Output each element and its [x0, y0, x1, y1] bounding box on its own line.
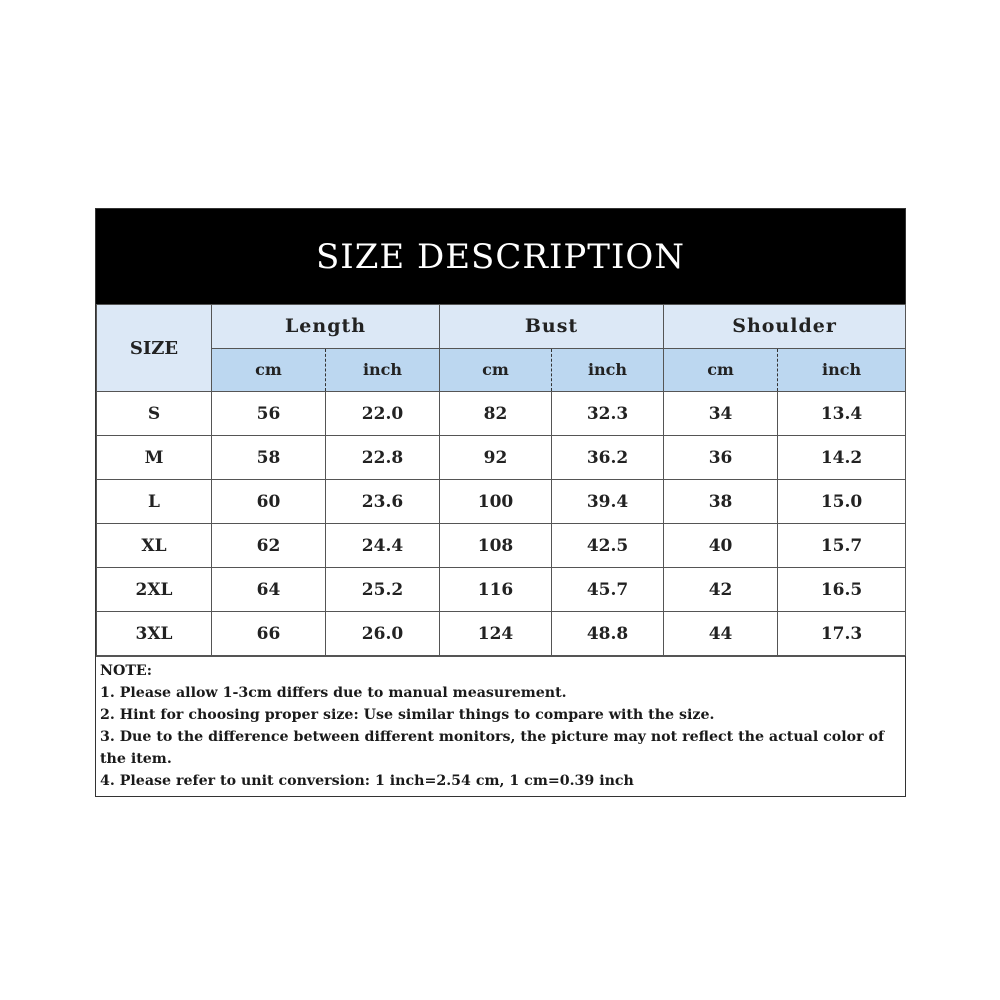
table-cell: 56 [212, 392, 326, 436]
size-label: S [97, 392, 212, 436]
table-cell: 13.4 [778, 392, 906, 436]
table-cell: 66 [212, 612, 326, 656]
table-cell: 39.4 [552, 480, 664, 524]
table-cell: 24.4 [326, 524, 440, 568]
table-cell: 15.0 [778, 480, 906, 524]
shoulder-header: Shoulder [664, 305, 906, 349]
table-cell: 16.5 [778, 568, 906, 612]
size-label: 3XL [97, 612, 212, 656]
note-item: 2. Hint for choosing proper size: Use similar things to compare with the size. [100, 707, 715, 723]
table-cell: 26.0 [326, 612, 440, 656]
table-row [97, 436, 906, 480]
table-cell: 82 [440, 392, 552, 436]
table-cell: 44 [664, 612, 778, 656]
table-row [97, 568, 906, 612]
unit-header: inch [326, 348, 440, 392]
table-cell: 34 [664, 392, 778, 436]
table-cell: 100 [440, 480, 552, 524]
table-cell: 42.5 [552, 524, 664, 568]
size-table [96, 304, 906, 656]
size-label: M [97, 436, 212, 480]
table-row [97, 392, 906, 436]
size-label: L [97, 480, 212, 524]
size-label: XL [97, 524, 212, 568]
unit-header-row [97, 348, 906, 392]
table-cell: 38 [664, 480, 778, 524]
table-cell: 36.2 [552, 436, 664, 480]
notes-heading: NOTE: [100, 663, 152, 679]
table-cell: 42 [664, 568, 778, 612]
note-item: 3. Due to the difference between different monitors, the picture may not reflect the actual color of the item. [100, 729, 885, 767]
note-item: 1. Please allow 1-3cm differs due to manual measurement. [100, 685, 567, 701]
size-label: 2XL [97, 568, 212, 612]
length-header: Length [212, 305, 440, 349]
unit-header: cm [440, 348, 552, 392]
table-cell: 116 [440, 568, 552, 612]
table-cell: 64 [212, 568, 326, 612]
table-cell: 58 [212, 436, 326, 480]
table-cell: 22.0 [326, 392, 440, 436]
table-cell: 22.8 [326, 436, 440, 480]
table-cell: 48.8 [552, 612, 664, 656]
chart-title: SIZE DESCRIPTION [316, 236, 685, 277]
table-cell: 25.2 [326, 568, 440, 612]
note-item: 4. Please refer to unit conversion: 1 inch=2.54 cm, 1 cm=0.39 inch [100, 773, 634, 789]
table-cell: 40 [664, 524, 778, 568]
unit-header: inch [552, 348, 664, 392]
table-cell: 45.7 [552, 568, 664, 612]
table-cell: 36 [664, 436, 778, 480]
unit-header: inch [778, 348, 906, 392]
table-row [97, 480, 906, 524]
size-chart [95, 208, 906, 797]
bust-header: Bust [440, 305, 664, 349]
table-cell: 23.6 [326, 480, 440, 524]
group-header-row [97, 305, 906, 349]
notes-section [96, 656, 905, 796]
table-cell: 14.2 [778, 436, 906, 480]
table-cell: 60 [212, 480, 326, 524]
title-bar [96, 209, 905, 304]
unit-header: cm [212, 348, 326, 392]
table-cell: 32.3 [552, 392, 664, 436]
table-cell: 124 [440, 612, 552, 656]
table-row [97, 524, 906, 568]
table-cell: 62 [212, 524, 326, 568]
size-header: SIZE [97, 305, 212, 392]
unit-header: cm [664, 348, 778, 392]
table-cell: 92 [440, 436, 552, 480]
table-row [97, 612, 906, 656]
table-cell: 15.7 [778, 524, 906, 568]
table-cell: 108 [440, 524, 552, 568]
table-cell: 17.3 [778, 612, 906, 656]
